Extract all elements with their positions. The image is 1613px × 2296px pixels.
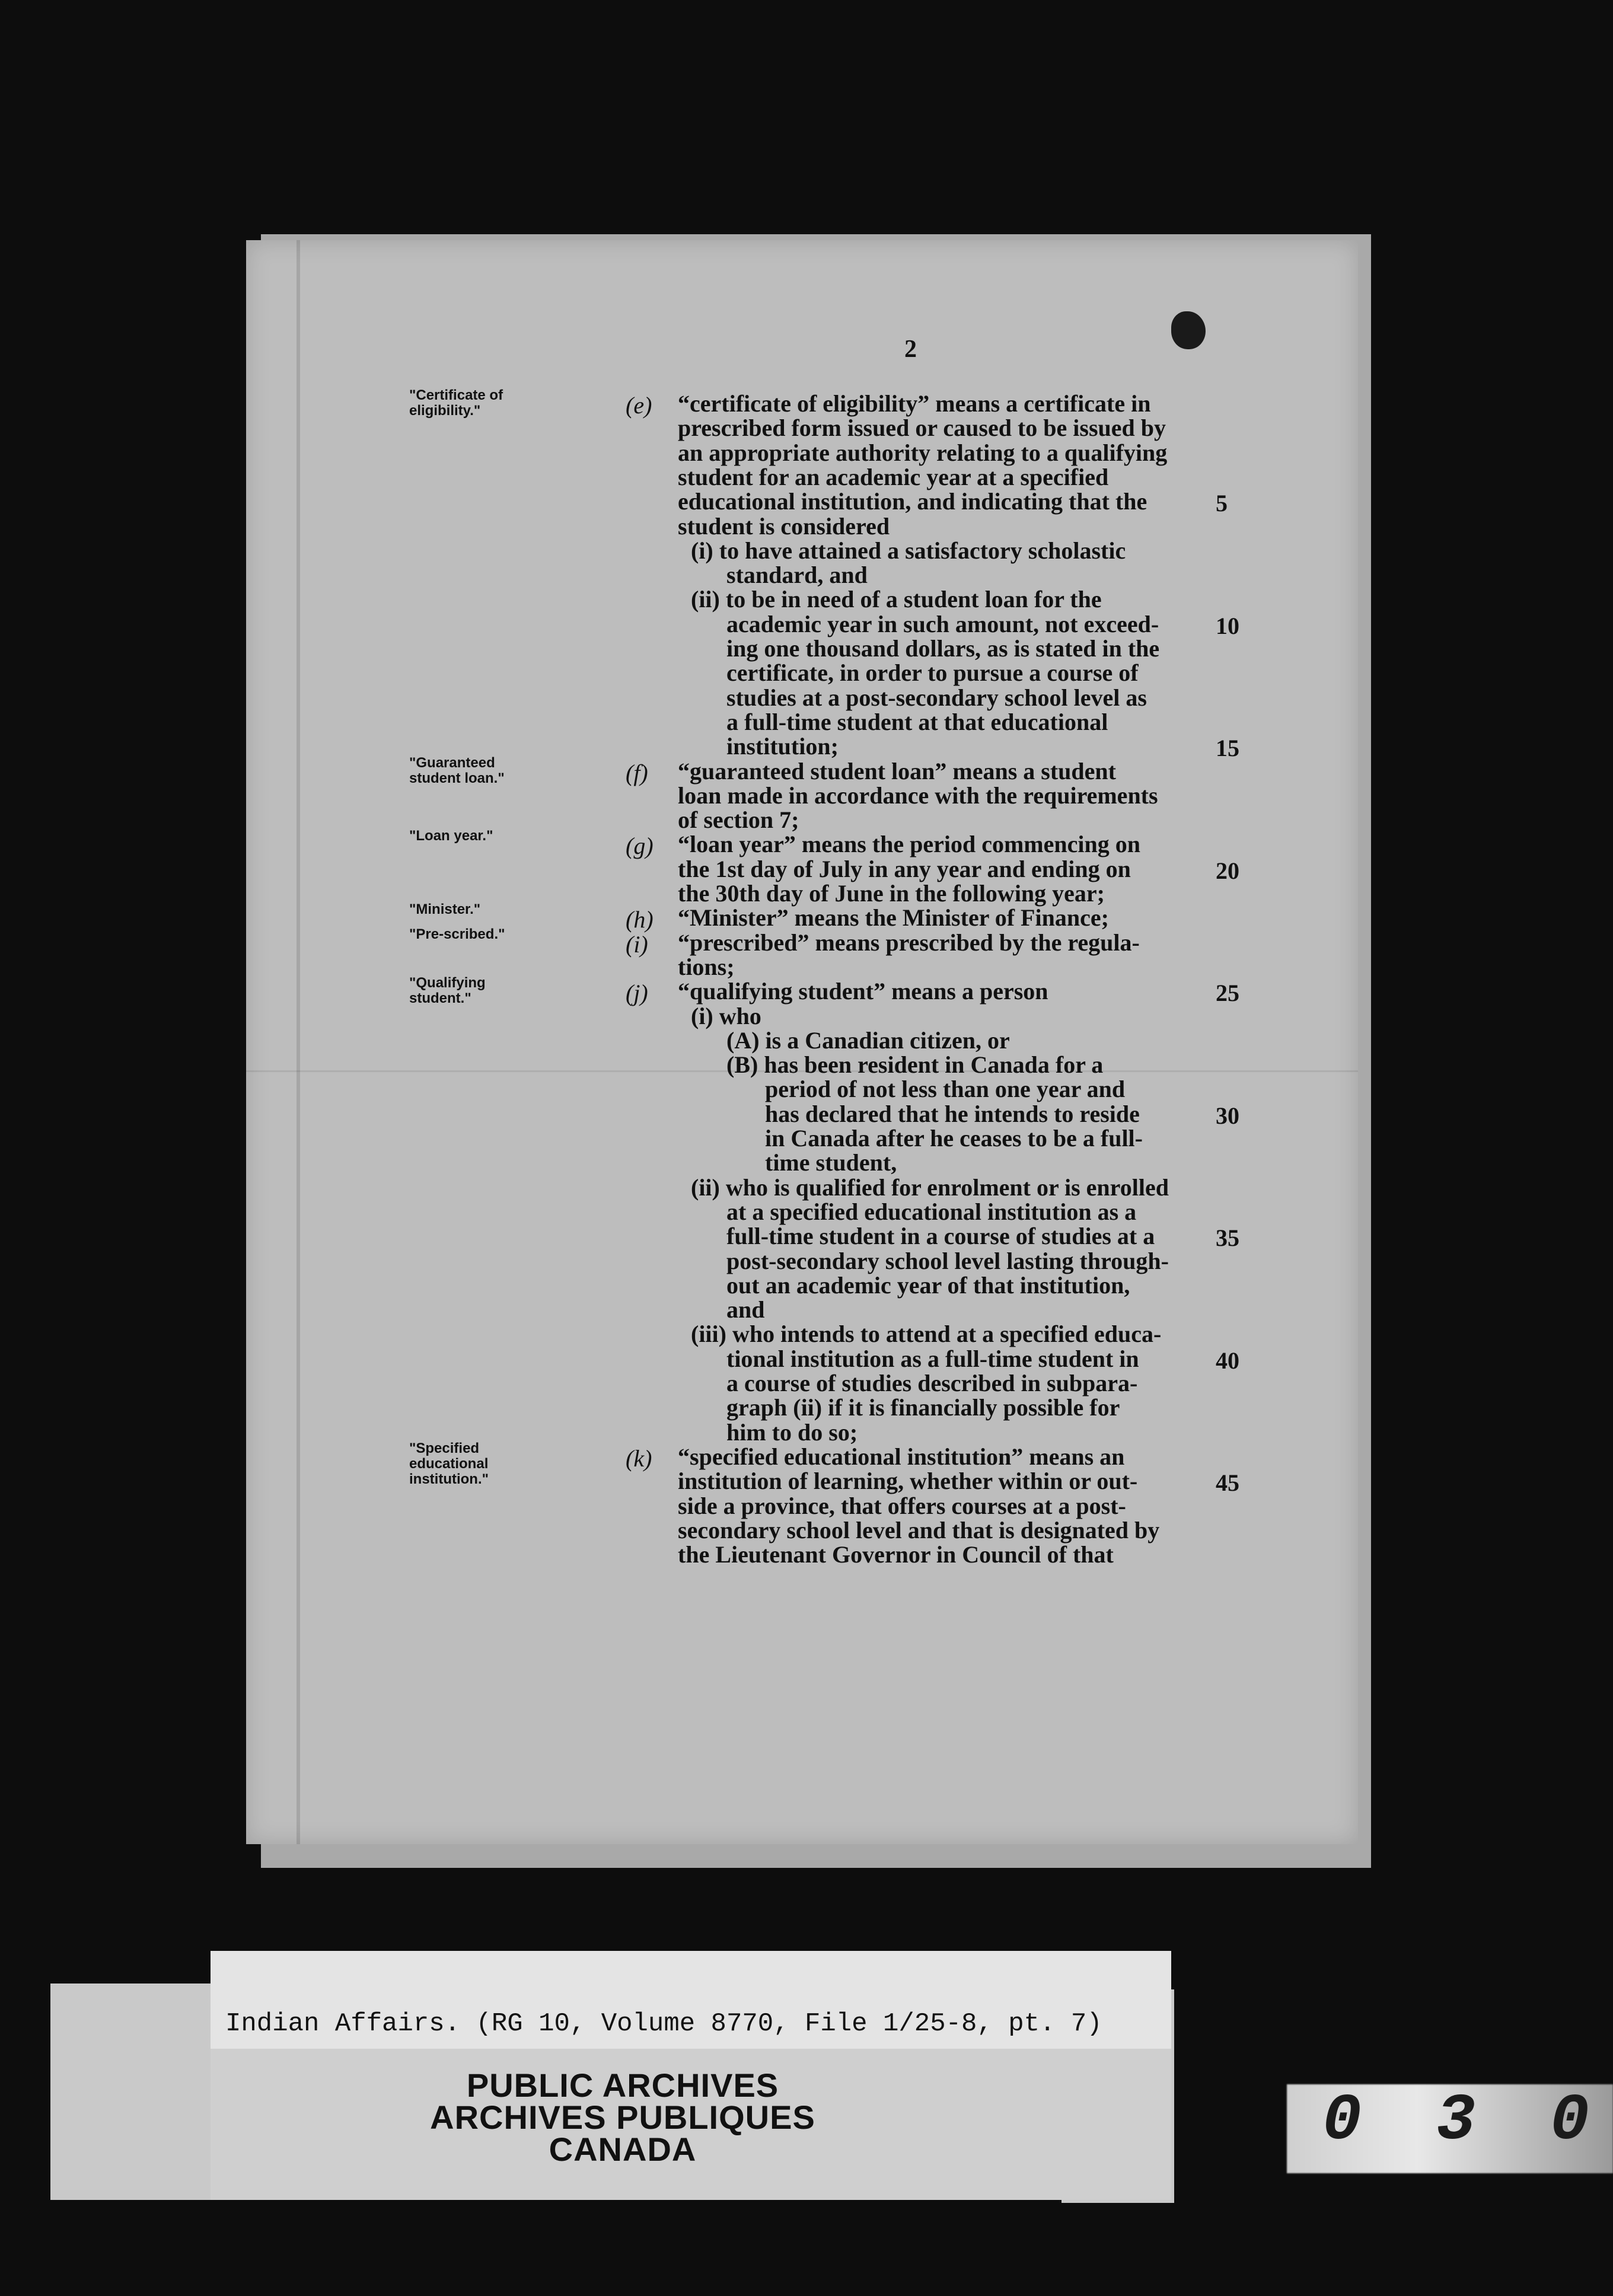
line-number: 25 <box>1216 980 1239 1007</box>
paragraph-letter: (i) <box>626 930 648 958</box>
hole-punch-mark <box>1171 311 1206 349</box>
definition-text-line: (i) to have attained a satisfactory scholastic <box>691 537 1126 564</box>
line-number: 30 <box>1216 1102 1239 1129</box>
definition-text-line: academic year in such amount, not exceed- <box>726 610 1159 637</box>
definition-margin-note: "Minister." <box>409 901 481 918</box>
definition-text-line: out an academic year of that institution, <box>726 1271 1130 1299</box>
page-number: 2 <box>904 336 917 363</box>
definition-text-line: ing one thousand dollars, as is stated in the <box>726 635 1160 662</box>
public-archives-stamp <box>415 2069 830 2166</box>
line-number: 10 <box>1216 612 1239 639</box>
definition-margin-note: "Guaranteed student loan." <box>409 754 505 786</box>
line-number: 45 <box>1216 1469 1239 1497</box>
paragraph-letter: (k) <box>626 1444 652 1472</box>
definition-text-line: the Lieutenant Governor in Council of that <box>678 1541 1114 1568</box>
definition-text-line: post-secondary school level lasting through- <box>726 1247 1169 1274</box>
paragraph-letter: (e) <box>626 392 652 419</box>
definition-text-line: an appropriate authority relating to a qualifying <box>678 439 1168 466</box>
definition-text-line: “loan year” means the period commencing on <box>678 831 1140 858</box>
line-number: 5 <box>1216 490 1228 517</box>
page-edge-shadow <box>297 240 300 1844</box>
definition-margin-note: "Pre-scribed." <box>409 926 505 942</box>
definition-text-line: (i) who <box>691 1002 761 1029</box>
line-number: 20 <box>1216 857 1239 884</box>
definition-text-line: tions; <box>678 953 735 980</box>
definition-text-line: tional institution as a full-time student in <box>726 1345 1139 1372</box>
definition-text-line: the 1st day of July in any year and ending on <box>678 855 1131 882</box>
definition-text-line: time student, <box>765 1149 897 1176</box>
definition-text-line: student for an academic year at a specified <box>678 463 1109 490</box>
document-page <box>246 240 1358 1844</box>
definition-margin-note: "Specified educational institution." <box>409 1440 489 1487</box>
archive-reference: Indian Affairs. (RG 10, Volume 8770, File 1/25-8, pt. 7) <box>225 2009 1102 2039</box>
definition-text-line: educational institution, and indicating that the <box>678 488 1147 515</box>
definition-text-line: a full-time student at that educational <box>726 708 1108 735</box>
definition-text-line: studies at a post-secondary school level as <box>726 684 1147 711</box>
definition-text-line: graph (ii) if it is financially possible for <box>726 1394 1120 1421</box>
definition-text-line: “specified educational institution” means an <box>678 1443 1125 1470</box>
definition-text-line: at a specified educational institution as a <box>726 1198 1137 1225</box>
paragraph-letter: (j) <box>626 980 648 1007</box>
line-number: 35 <box>1216 1224 1239 1252</box>
definition-text-line: student is considered <box>678 512 890 540</box>
definition-text-line: (iii) who intends to attend at a specified educa- <box>691 1321 1162 1348</box>
definition-text-line: “prescribed” means prescribed by the regula- <box>678 929 1140 956</box>
definition-text-line: “guaranteed student loan” means a student <box>678 757 1116 785</box>
definition-text-line: of section 7; <box>678 806 799 834</box>
stamp-line: ARCHIVES PUBLIQUES <box>430 2099 815 2136</box>
definition-text-line: has declared that he intends to reside <box>765 1100 1140 1127</box>
definition-margin-note: "Certificate of eligibility." <box>409 387 503 419</box>
definition-text-line: a course of studies described in subpara- <box>726 1370 1138 1396</box>
definition-margin-note: "Qualifying student." <box>409 975 486 1007</box>
definition-text-line: secondary school level and that is designated by <box>678 1516 1160 1544</box>
definition-text-line: prescribed form issued or caused to be issued by <box>678 414 1166 442</box>
line-number: 15 <box>1216 735 1239 762</box>
definition-margin-note: "Loan year." <box>409 828 493 844</box>
definition-text-line: the 30th day of June in the following year; <box>678 880 1105 907</box>
definition-text-line: him to do so; <box>726 1418 858 1446</box>
paragraph-letter: (g) <box>626 833 654 860</box>
definition-text-line: full-time student in a course of studies at a <box>726 1223 1155 1250</box>
stamp-line: PUBLIC ARCHIVES <box>466 2067 779 2104</box>
definition-text-line: in Canada after he ceases to be a full- <box>765 1125 1143 1152</box>
archive-label-left-tab <box>50 1984 216 2200</box>
definition-text-line: certificate, in order to pursue a course of <box>726 659 1139 687</box>
definition-text-line: “qualifying student” means a person <box>678 978 1048 1005</box>
definition-text-line: loan made in accordance with the requirements <box>678 782 1158 809</box>
definition-text-line: period of not less than one year and <box>765 1076 1126 1103</box>
frame-number: 0 3 0 <box>1322 2084 1608 2158</box>
definition-text-line: (ii) who is qualified for enrolment or is enrolled <box>691 1173 1169 1201</box>
definition-text-line: institution of learning, whether within or out- <box>678 1468 1138 1495</box>
definition-text-line: institution; <box>726 733 839 760</box>
definition-text-line: side a province, that offers courses at a post- <box>678 1492 1126 1519</box>
stamp-line: CANADA <box>549 2131 697 2168</box>
definition-text-line: and <box>726 1296 765 1324</box>
definition-text-line: (ii) to be in need of a student loan for the <box>691 586 1102 613</box>
paragraph-letter: (f) <box>626 759 648 786</box>
definition-text-line: “certificate of eligibility” means a certificate in <box>678 390 1151 417</box>
line-number: 40 <box>1216 1347 1239 1374</box>
paragraph-letter: (h) <box>626 906 654 933</box>
definition-text-line: (A) is a Canadian citizen, or <box>726 1026 1010 1054</box>
definition-text-line: (B) has been resident in Canada for a <box>726 1051 1104 1079</box>
definition-text-line: “Minister” means the Minister of Finance; <box>678 904 1109 932</box>
definition-text-line: standard, and <box>726 562 868 589</box>
